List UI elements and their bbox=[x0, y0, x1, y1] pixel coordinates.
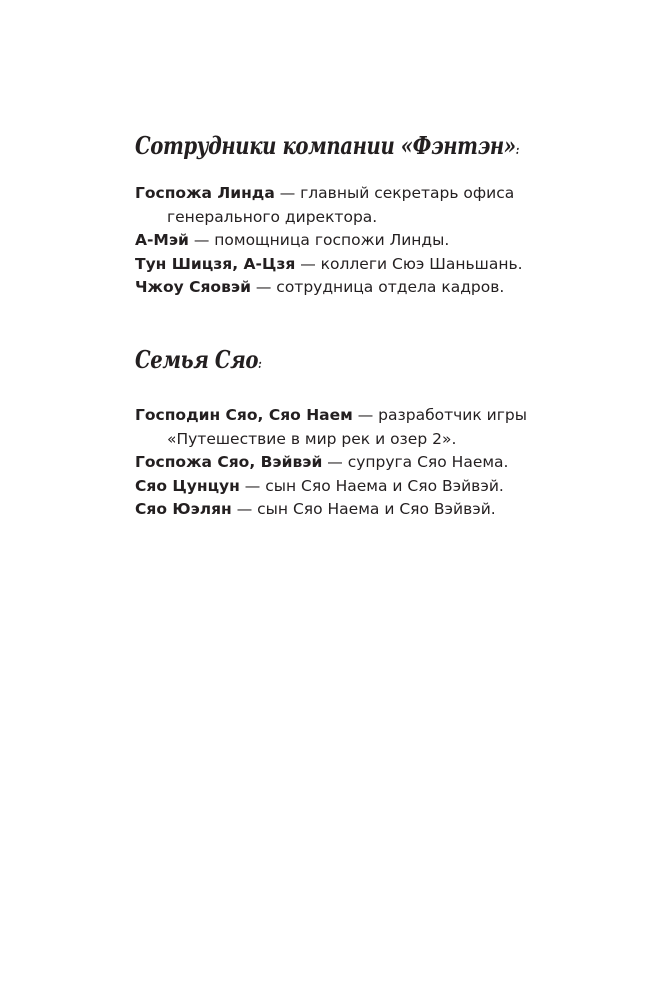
character-description: — главный секретарь офиса генерального директора. bbox=[167, 184, 515, 226]
section-heading-text: Сотрудники компании «Фэнтэн» bbox=[135, 131, 516, 160]
character-description: — помощница госпожи Линды. bbox=[188, 231, 450, 249]
section-heading-colon: : bbox=[258, 357, 262, 371]
character-name: А-Мэй bbox=[135, 231, 189, 249]
character-description: — разработчик игры «Путешествие в мир рек и озер 2». bbox=[167, 406, 527, 448]
character-entry bbox=[135, 229, 535, 253]
character-name: Госпожа Линда bbox=[135, 184, 275, 202]
character-description: — сын Сяо Наема и Сяо Вэйвэй. bbox=[239, 476, 504, 495]
section-heading-text: Семья Сяо bbox=[135, 345, 259, 374]
character-description: — супруга Сяо Наема. bbox=[322, 453, 509, 471]
character-name: Чжоу Сяовэй bbox=[135, 278, 251, 296]
section-heading bbox=[135, 128, 519, 164]
character-description: — сотрудница отдела кадров. bbox=[250, 278, 505, 296]
section-company-employees bbox=[135, 128, 535, 300]
section-heading bbox=[135, 342, 463, 378]
character-description: — коллеги Сюэ Шаньшань. bbox=[295, 254, 523, 273]
character-entry bbox=[135, 276, 535, 300]
character-entry bbox=[135, 253, 535, 277]
character-name: Сяо Юэлян bbox=[135, 500, 232, 518]
character-name: Господин Сяо, Сяо Наем bbox=[135, 406, 353, 424]
character-entry bbox=[135, 498, 535, 522]
character-name: Госпожа Сяо, Вэйвэй bbox=[135, 453, 323, 471]
character-entry bbox=[135, 182, 535, 229]
character-list bbox=[135, 182, 535, 300]
section-heading-colon: : bbox=[515, 143, 519, 157]
character-name: Тун Шицзя, А-Цзя bbox=[135, 254, 296, 273]
character-list bbox=[135, 404, 535, 522]
character-description: — сын Сяо Наема и Сяо Вэйвэй. bbox=[231, 500, 496, 518]
character-entry bbox=[135, 404, 535, 451]
character-name: Сяо Цунцун bbox=[135, 476, 240, 495]
character-entry bbox=[135, 451, 535, 475]
section-xiao-family bbox=[135, 342, 535, 522]
character-entry bbox=[135, 475, 535, 499]
